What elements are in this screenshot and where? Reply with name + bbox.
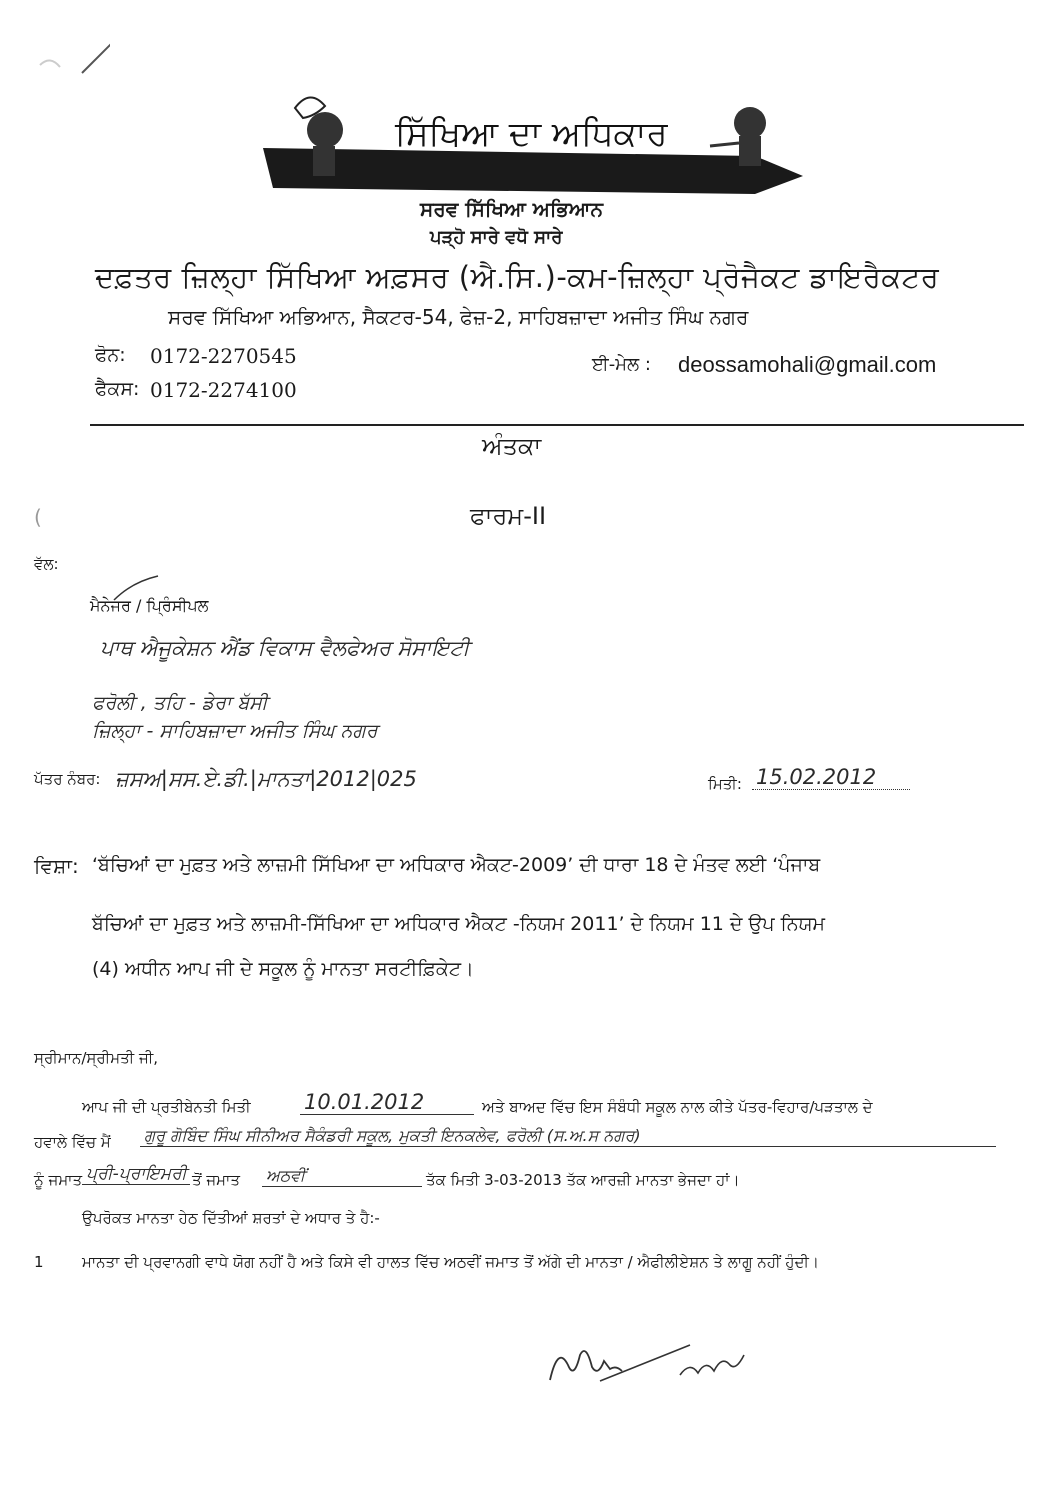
margin-mark: ( — [34, 505, 42, 529]
fax-label: ਫੈਕਸ: — [95, 378, 140, 400]
conditions-intro: ਉਪਰੋਕਤ ਮਾਨਤਾ ਹੇਠ ਦਿੱਤੀਆਂ ਸ਼ਰਤਾਂ ਦੇ ਅਧਾਰ ਤੇ ਹੈ:- — [82, 1209, 380, 1227]
request-date: 10.01.2012 — [300, 1090, 474, 1115]
recipient-title: ਮੈਨੇਜਰ / ਪ੍ਰਿੰਸੀਪਲ — [90, 596, 209, 615]
address-line-1: ਪਾਥ ਐਜੂਕੇਸ਼ਨ ਐਂਡ ਵਿਕਾਸ ਵੈਲਫੇਅਰ ਸੋਸਾਇਟੀ — [100, 636, 470, 660]
header-divider — [90, 424, 1024, 426]
document-heading: ਅੰਤਕਾ — [482, 432, 542, 460]
phone-number: 0172-2270545 — [150, 344, 297, 368]
form-title: ਫਾਰਮ-II — [470, 502, 547, 530]
fax-number: 0172-2274100 — [150, 378, 297, 402]
subject-label: ਵਿਸ਼ਾ: — [34, 854, 79, 878]
address-line-2: ਫਰੋਲੀ , ਤਹਿ - ਡੇਰਾ ਬੱਸੀ — [92, 692, 268, 714]
letter-number: ਜ਼ਸਅ|ਸਸ.ਏ.ਡੀ.|ਮਾਨਤਾ|2012|025 — [115, 767, 417, 791]
body-line-3-start: ਨੂੰ ਜਮਾਤ — [34, 1171, 83, 1189]
office-address: ਸਰਵ ਸਿੱਖਿਆ ਅਭਿਆਨ, ਸੈਕਟਰ-54, ਫੇਜ਼-2, ਸਾਹਿਬਜ਼ਾਦਾ ਅਜੀਤ ਸਿੰਘ ਨਗਰ — [168, 305, 749, 329]
letter-date: 15.02.2012 — [752, 765, 910, 790]
logo-title: ਸਿੱਖਿਆ ਦਾ ਅਧਿਕਾਰ — [395, 114, 668, 154]
body-line-3-mid: ਤੋਂ ਜਮਾਤ — [192, 1171, 240, 1189]
condition-1-text: ਮਾਨਤਾ ਦੀ ਪ੍ਰਵਾਨਗੀ ਵਾਧੇ ਯੋਗ ਨਹੀਂ ਹੈ ਅਤੇ ਕਿਸੇ ਵੀ ਹਾਲਤ ਵਿੱਚ ਅਠਵੀਂ ਜਮਾਤ ਤੋਂ ਅੱਗੇ ਦੀ ਮਾਨਤਾ / ਐਫੀਲੀਏਸ਼ਨ ਤੇ ਲਾਗੂ ਨਹੀਂ ਹੁੰਦੀ। — [82, 1253, 820, 1271]
address-line-3: ਜ਼ਿਲ੍ਹਾ - ਸਾਹਿਬਜ਼ਾਦਾ ਅਜੀਤ ਸਿੰਘ ਨਗਰ — [92, 720, 378, 742]
subject-line-3: (4) ਅਧੀਨ ਆਪ ਜੀ ਦੇ ਸਕੂਲ ਨੂੰ ਮਾਨਤਾ ਸਰਟੀਫ਼ਿਕੇਟ। — [92, 958, 474, 980]
body-line-1-end: ਅਤੇ ਬਾਅਦ ਵਿੱਚ ਇਸ ਸੰਬੰਧੀ ਸਕੂਲ ਨਾਲ ਕੀਤੇ ਪੱਤਰ-ਵਿਹਾਰ/ਪੜਤਾਲ ਦੇ — [482, 1098, 873, 1116]
slogan: ਪੜ੍ਹੋ ਸਾਰੇ ਵਧੋ ਸਾਰੇ — [430, 227, 563, 248]
class-from: ਪ੍ਰੀ-ਪ੍ਰਾਇਮਰੀ — [82, 1164, 190, 1185]
condition-1-number: 1 — [34, 1253, 44, 1271]
email-label: ਈ-ਮੇਲ : — [592, 354, 651, 375]
body-line-2-start: ਹਵਾਲੇ ਵਿੱਚ ਮੈਂ — [34, 1133, 111, 1151]
body-line-1-start: ਆਪ ਜੀ ਦੀ ਪ੍ਰਤੀਬੇਨਤੀ ਮਿਤੀ — [82, 1098, 251, 1116]
body-line-3-end: ਤੱਕ ਮਿਤੀ 3-03-2013 ਤੱਕ ਆਰਜ਼ੀ ਮਾਨਤਾ ਭੇਜਦਾ ਹਾਂ। — [426, 1171, 740, 1189]
to-label: ਵੱਲ: — [34, 555, 59, 573]
email-address: deossamohali@gmail.com — [678, 352, 937, 377]
signature — [540, 1325, 760, 1395]
program-name: ਸਰਵ ਸਿੱਖਿਆ ਅਭਿਆਨ — [420, 197, 603, 221]
subject-line-1: ‘ਬੱਚਿਆਂ ਦਾ ਮੁਫ਼ਤ ਅਤੇ ਲਾਜ਼ਮੀ ਸਿੱਖਿਆ ਦਾ ਅਧਿਕਾਰ ਐਕਟ-2009’ ਦੀ ਧਾਰਾ 18 ਦੇ ਮੰਤਵ ਲਈ ‘ਪੰਜਾਬ — [92, 854, 821, 876]
subject-line-2: ਬੱਚਿਆਂ ਦਾ ਮੁਫ਼ਤ ਅਤੇ ਲਾਜ਼ਮੀ-ਸਿੱਖਿਆ ਦਾ ਅਧਿਕਾਰ ਐਕਟ -ਨਿਯਮ 2011’ ਦੇ ਨਿਯਮ 11 ਦੇ ਉਪ ਨਿਯਮ — [92, 913, 826, 935]
letter-number-label: ਪੱਤਰ ਨੰਬਰ: — [34, 770, 101, 788]
school-name: ਗੁਰੂ ਗੋਬਿੰਦ ਸਿੰਘ ਸੀਨੀਅਰ ਸੈਕੰਡਰੀ ਸਕੂਲ, ਮੁਕਤੀ ਇਨਕਲੇਵ, ਫਰੋਲੀ (ਸ.ਅ.ਸ ਨਗਰ) — [140, 1126, 996, 1147]
class-to: ਅਠਵੀਂ — [262, 1166, 422, 1187]
office-title: ਦਫ਼ਤਰ ਜ਼ਿਲ੍ਹਾ ਸਿੱਖਿਆ ਅਫ਼ਸਰ (ਐ.ਸਿ.)-ਕਮ-ਜ਼ਿਲ੍ਹਾ ਪ੍ਰੋਜੈਕਟ ਡਾਇਰੈਕਟਰ — [95, 260, 940, 294]
date-label: ਮਿਤੀ: — [708, 775, 742, 793]
salutation: ਸ੍ਰੀਮਾਨ/ਸ੍ਰੀਮਤੀ ਜੀ, — [34, 1049, 159, 1067]
phone-label: ਫੋਨ: — [95, 344, 126, 366]
scan-mark — [20, 25, 110, 75]
